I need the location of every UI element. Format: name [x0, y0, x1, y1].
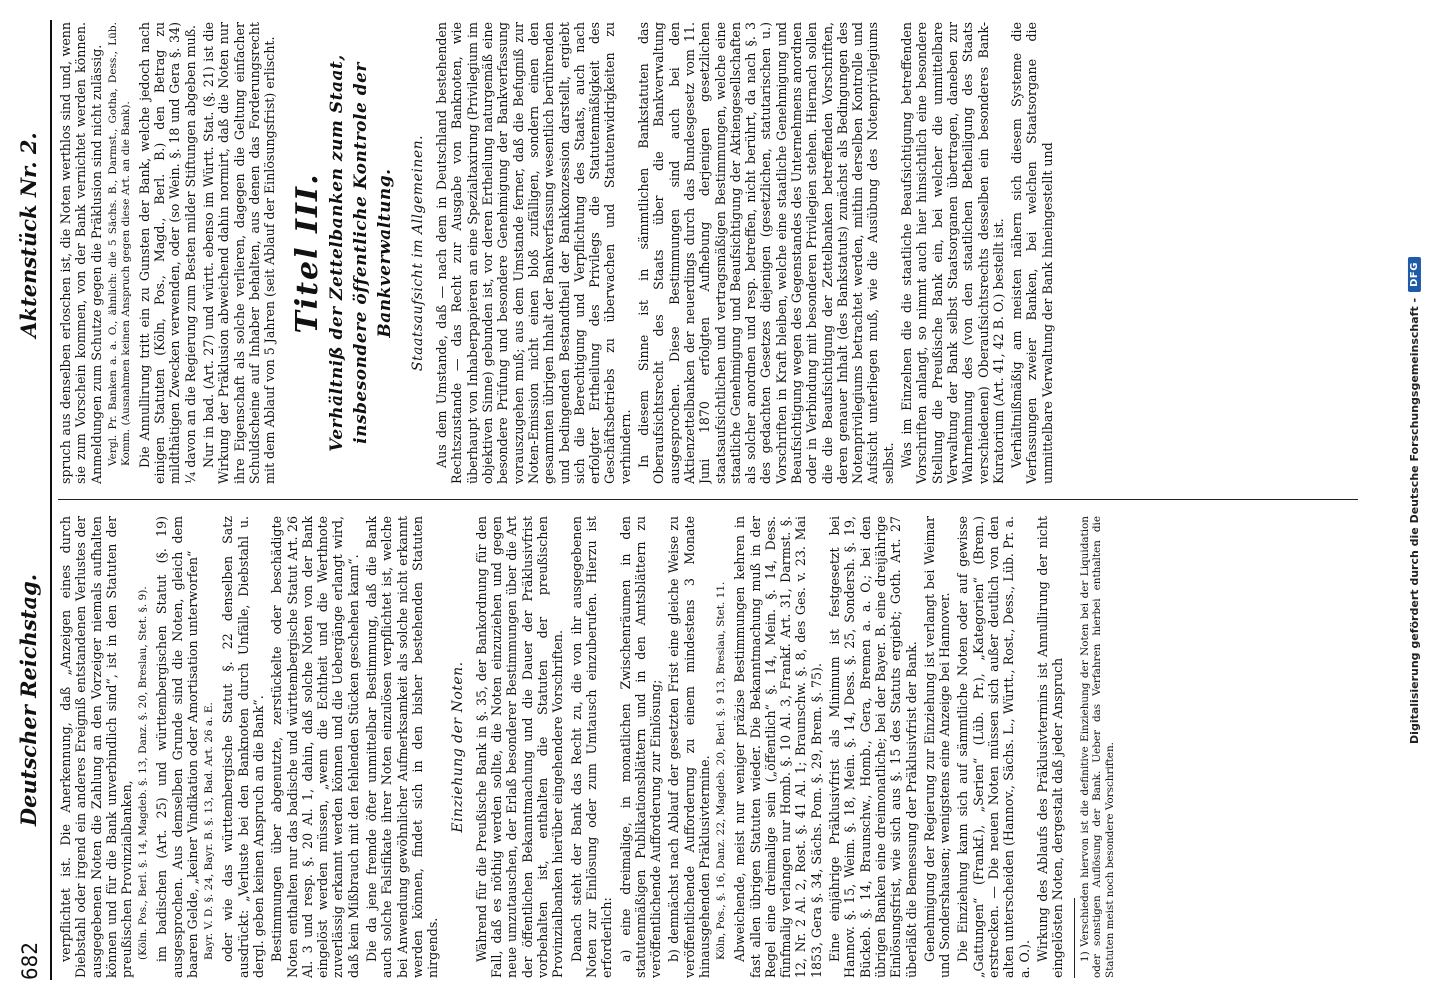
paragraph: im badischen (Art. 25) und württembergischen Statut (§. 19) ausgesprochen. Aus demselben Grunde sind die Noten, gleich dem baaren Gelde, „keiner Vindikation oder Amortisation unterworfen“: [154, 516, 201, 978]
paragraph: Nur in bad. (Art. 27) und württ. ebenso im Württ. Stat. (§. 21) ist die Wirkung der Präklusion abweichend dahin normirt, daß die Noten nur ihre Eigenschaft als solche verlieren, dagegen die Geltung einfacher Schuldscheine auf Inhaber behalten, aus denen das Forderungsrecht mit dem Ablauf von 5 Jahren (seit Ablauf der Einlösungsfrist) erlischt.: [201, 22, 278, 484]
paragraph: Die da jene fremde öfter unmittelbar Bestimmung, daß die Bank auch solche Falsifikate ihrer Noten einzulösen verpflichtet ist, welche bei Anwendung gewöhnlicher Aufmerksamkeit als solche nicht erkannt werden können, findet sich in den bisher bestehenden Statuten nirgends.: [364, 516, 441, 978]
section-heading: Einziehung der Noten.: [449, 661, 466, 833]
citation: Bayr. V. D. §. 24, Bayr. B. §. 13, Bad. Art. 26 a. E.: [203, 702, 216, 960]
left-text-column: [58, 516, 1358, 978]
paragraph: Verhältnißmäßig am meisten nähern sich diesem Systeme die Verfassungen zweier Banken, bei welchen Staatsorgane die unmittelbare Verwaltung der Bank hineingestellt und: [1009, 22, 1055, 484]
dfg-logo: DFG: [1408, 257, 1421, 292]
paragraph: spruch aus denselben erloschen ist, die Noten werthlos sind und, wenn sie zum Vorschein kommen, von der Bank vernichtet werden können. Anmeldungen zum Schutze gegen die Präklusion sind nicht zulässig.: [58, 22, 104, 484]
paragraph: b) demnächst nach Ablauf der gesetzten Frist eine gleiche Weise zu veröffentlichende Aufforderung zu einem mindestens 3 Monate hinausgehenden Präklusivtermine.: [666, 516, 712, 978]
paragraph: Danach steht der Bank das Recht zu, die von ihr ausgegebenen Noten zur Einlösung oder zum Umtausch einzuberufen. Hierzu ist erforderlich:: [568, 516, 615, 978]
paragraph: Abweichende, meist nur weniger präzise Bestimmungen kehren in fast allen übrigen Statuten wieder. Die Bekanntmachung muß in der Regel eine dreimalige sein („öffentlich“ §. 14, Mein. §. 14, Dess. fünfmalig verlangen nur Homb. §. 10 Al. 3, Frankf. Art. 31, Darmst. §. 12, Nr. 2 Al. 2, Rost. §. 41 Al. 1; Braunschw. §. 8, des Ges. v. 23. Mai 1853, Gera §. 34, Sächs. Pom. §. 29, Brem. §. 75).: [732, 516, 824, 978]
running-title-right: Aktenstück Nr. 2.: [16, 132, 41, 338]
paragraph: Bestimmungen über abgenutzte, zerstückelte oder beschädigte Noten enthalten nur das badische und württembergische Statut Art. 26 Al. 3 und resp. §. 20 Al. 1, dahin, daß solche Noten von der Bank eingelöst werden müssen, „wenn die Echtheit und die Werthnote zuverlässig erkannt werden können und die Uebergänge erlangt wird, daß kein Mißbrauch mit den fehlenden Stücken geschehen kann“.: [269, 516, 361, 978]
page-header: [12, 20, 52, 980]
paragraph: verpflichtet ist. Die Anerkennung, daß „Anzeigen eines durch Diebstahl oder irgend ein anderes Ereigniß entstandenen Verlustes der ausgegebenen Noten die Zahlung an den Vorzeiger niemals aufhalten können und für die Bank unverbindlich sind“, ist in den Statuten der preußischen Provinzialbanken,: [58, 516, 135, 978]
paragraph: Die Einziehung kann sich auf sämmtliche Noten oder auf gewisse „Gattungen“ (Frankf.), „Serien“ (Lüb. Pr.), „Kategorien“ (Brem.) erstrecken. — Die neuen Noten müssen sich außer deutlich von den alten unterscheiden (Hannov., Sächs. L., Württ., Rost., Dess., Lüb. Pr. a. a. O.).: [955, 516, 1032, 978]
paragraph: Während für die Preußische Bank in §. 35, der Bankordnung für den Fall, daß es nöthig werden sollte, die Noten einzuziehen und gegen neue umzutauschen, der Erlaß besonderer Bestimmungen über die Art der öffentlichen Bekanntmachung und die Dauer der Präklusivfrist vorbehalten ist, enthalten die Statuten der preußischen Provinzialbanken hierüber eingehendere Vorschriften.: [473, 516, 566, 978]
paragraph: Was im Einzelnen die die staatliche Beaufsichtigung betreffenden Vorschriften anlangt, so nimmt auch hier hinsichtlich eine besondere Stellung die Preußische Bank ein, bei welcher die unmittelbare Verwaltung der Bank selbst Staatsorganen übertragen, daneben zur Wahrnehmung des (von den staatlichen Betheiligung des Staats verschiedenen) Oberaufsichtsrechts desselben ein besonderes Bank-Kuratorium (Art. 41, 42 B. O.) bestellt ist.: [899, 22, 1006, 484]
footnote-rule: [1074, 898, 1075, 978]
column-separator: [58, 499, 1358, 500]
paragraph: Genehmigung der Regierung zur Einziehung ist verlangt bei Weimar und Sondershausen; wenigstens eine Anzeige bei Hannover.: [921, 516, 953, 978]
citation: (Köln. Pos., Berl. §. 14, Magdeb. §. 13, Danz. §. 20, Breslau, Stet. §. 9).: [137, 586, 150, 960]
title-subtitle: Verhältniß der Zettelbanken zum Staat, insbesondere öffentliche Kontrole der Bankverwaltung.: [326, 54, 395, 452]
paragraph: Aus dem Umstande, daß — nach dem in Deutschland bestehenden Rechtszustande — das Recht zur Ausgabe von Banknoten, wie überhaupt von Inhaberpapieren an eine Spezialtaxirung (Privilegium im objektiven Sinne) gebunden ist, vor deren Ertheilung naturgemäß eine besondere Prüfung und besondere Genehmigung der Bankverfassung vorauszugehen muß; aus dem Umstande ferner, daß die Befugniß zur Noten-Emission nicht einen bloß zufälligen, sondern einen den gesammten übrigen Inhalt der Bankverfassung wesentlich berührenden und bedingenden Bestandtheil der Bankkonzession darstellt, ergiebt sich die Berechtigung und Verpflichtung des Staats, auch nach erfolgter Ertheilung des Privilegs die Statutenmäßigkeit des Geschäftsbetriebs zu überwachen und Statutenwidrigkeiten zu verhindern.: [434, 22, 633, 484]
paragraph: oder wie das württembergische Statut §. 22 denselben Satz ausdrückt: „Verluste bei den Banknoten durch Unfälle, Diebstahl u. dergl. geben keinen Anspruch an die Bank“.: [220, 516, 266, 978]
page-number: 682: [18, 942, 42, 980]
paragraph: Wirkung des Ablaufs des Präklusivtermins ist Annullirung der nicht eingelösten Noten, dergestalt daß jeder Anspruch: [1034, 516, 1066, 978]
citation: Köln, Pos., §. 16, Danz. 22, Magdeb. 20, Berl. §. 9 13, Breslau, Stet. 11.: [715, 581, 728, 960]
footnote: 1) Verschieden hiervon ist die definitive Einziehung der Noten bei der Liquidation oder sonstigen Auflösung der Bank. Ueber das Verfahren hierbei enthalten die Statuten meist noch besondere Vorschriften.: [1078, 516, 1116, 978]
paragraph: In diesem Sinne ist in sämmtlichen Bankstatuten das Oberaufsichtsrecht des Staats über die Bankverwaltung ausgesprochen. Diese Bestimmungen sind auch bei den Aktienzettelbanken der neuerdings durch das Bundesgesetz vom 11. Juni 1870 erfolgten Aufhebung derjenigen gesetzlichen staatsaufsichtlichen und vertragsmäßigen Bestimmungen, welche eine staatliche Genehmigung und Beaufsichtigung der Aktiengesellschaften als solcher anordnen und resp. betreffen, nicht berührt, da nach §. 3 des gedachten Gesetzes diejenigen (gesetzlichen, statutarischen u.) Vorschriften in Kraft bleiben, welche eine staatliche Genehmigung und Beaufsichtigung wegen des Gegenstandes des Unternehmens anordnen oder in Verbindung mit besonderen Privilegien stehen. Hiernach sollen die die Beaufsichtigung der Zettelbanken betreffenden Vorschriften, deren genauer Inhalt (des Bankstatuts) zunächst als Bedingungen des Notenprivilegiums betrachtet werden, mithin derselben Kontrolle und Aufsicht unterliegen muß, wie die Ausübung des Notenprivilegiums selbst.: [636, 22, 896, 484]
watermark-text: Digitalisierung gefördert durch die Deutsche Forschungsgemeinschaft -: [1407, 297, 1421, 744]
header-rule: [50, 20, 52, 980]
paragraph: a) eine dreimalige, in monatlichen Zwischenräumen in den statutenmäßigen Publikationsblättern und in den Amtsblättern zu veröffentlichende Aufforderung zur Einlösung;: [617, 516, 664, 978]
section-heading: Staatsaufsicht im Allgemeinen.: [409, 134, 426, 372]
paragraph: Eine einjährige Präklusivfrist als Minimum ist festgesetzt bei Hannov. §. 15, Weim. §. 18, Mein. §. 14, Dess. §. 25, Sondersh. §. 19, Bückeb. §. 14, Braunschw., Homb., Gera, Bremen a. a. O.; bei den übrigen Banken eine dreimonatliche; bei der Bayer. B. eine dreijährige Einlösungsfrist, wie sich aus §. 15 des Statuts ergiebt; Goth. Art. 27 überläßt die Bemessung der Präklusivfrist der Bank.: [827, 516, 919, 978]
title-heading: Titel III.: [289, 172, 325, 334]
digitization-watermark: [1401, 0, 1427, 1000]
citation: Vergl. Pr. Banken a. a. O., ähnlich: die 5 Sächs. B., Darmst., Gotha, Dess., Lüb. Komm. (Ausnahmen keinen Anspruch gegen diese Art. an die Bank).: [106, 22, 132, 466]
running-title-left: Deutscher Reichstag.: [16, 573, 41, 827]
paragraph: Die Annullirung tritt ein zu Gunsten der Bank, welche jedoch nach einigen Statuten (Köln, Pos., Magd., Berl. B.) den Betrag zu mildthätigen Zwecken verwenden, oder (so Wein. §. 18 und Gera §. 34) ¼ davon an die Regierung zum Besten milder Stiftungen abgeben muß.: [136, 22, 198, 484]
right-text-column: [58, 22, 1358, 484]
